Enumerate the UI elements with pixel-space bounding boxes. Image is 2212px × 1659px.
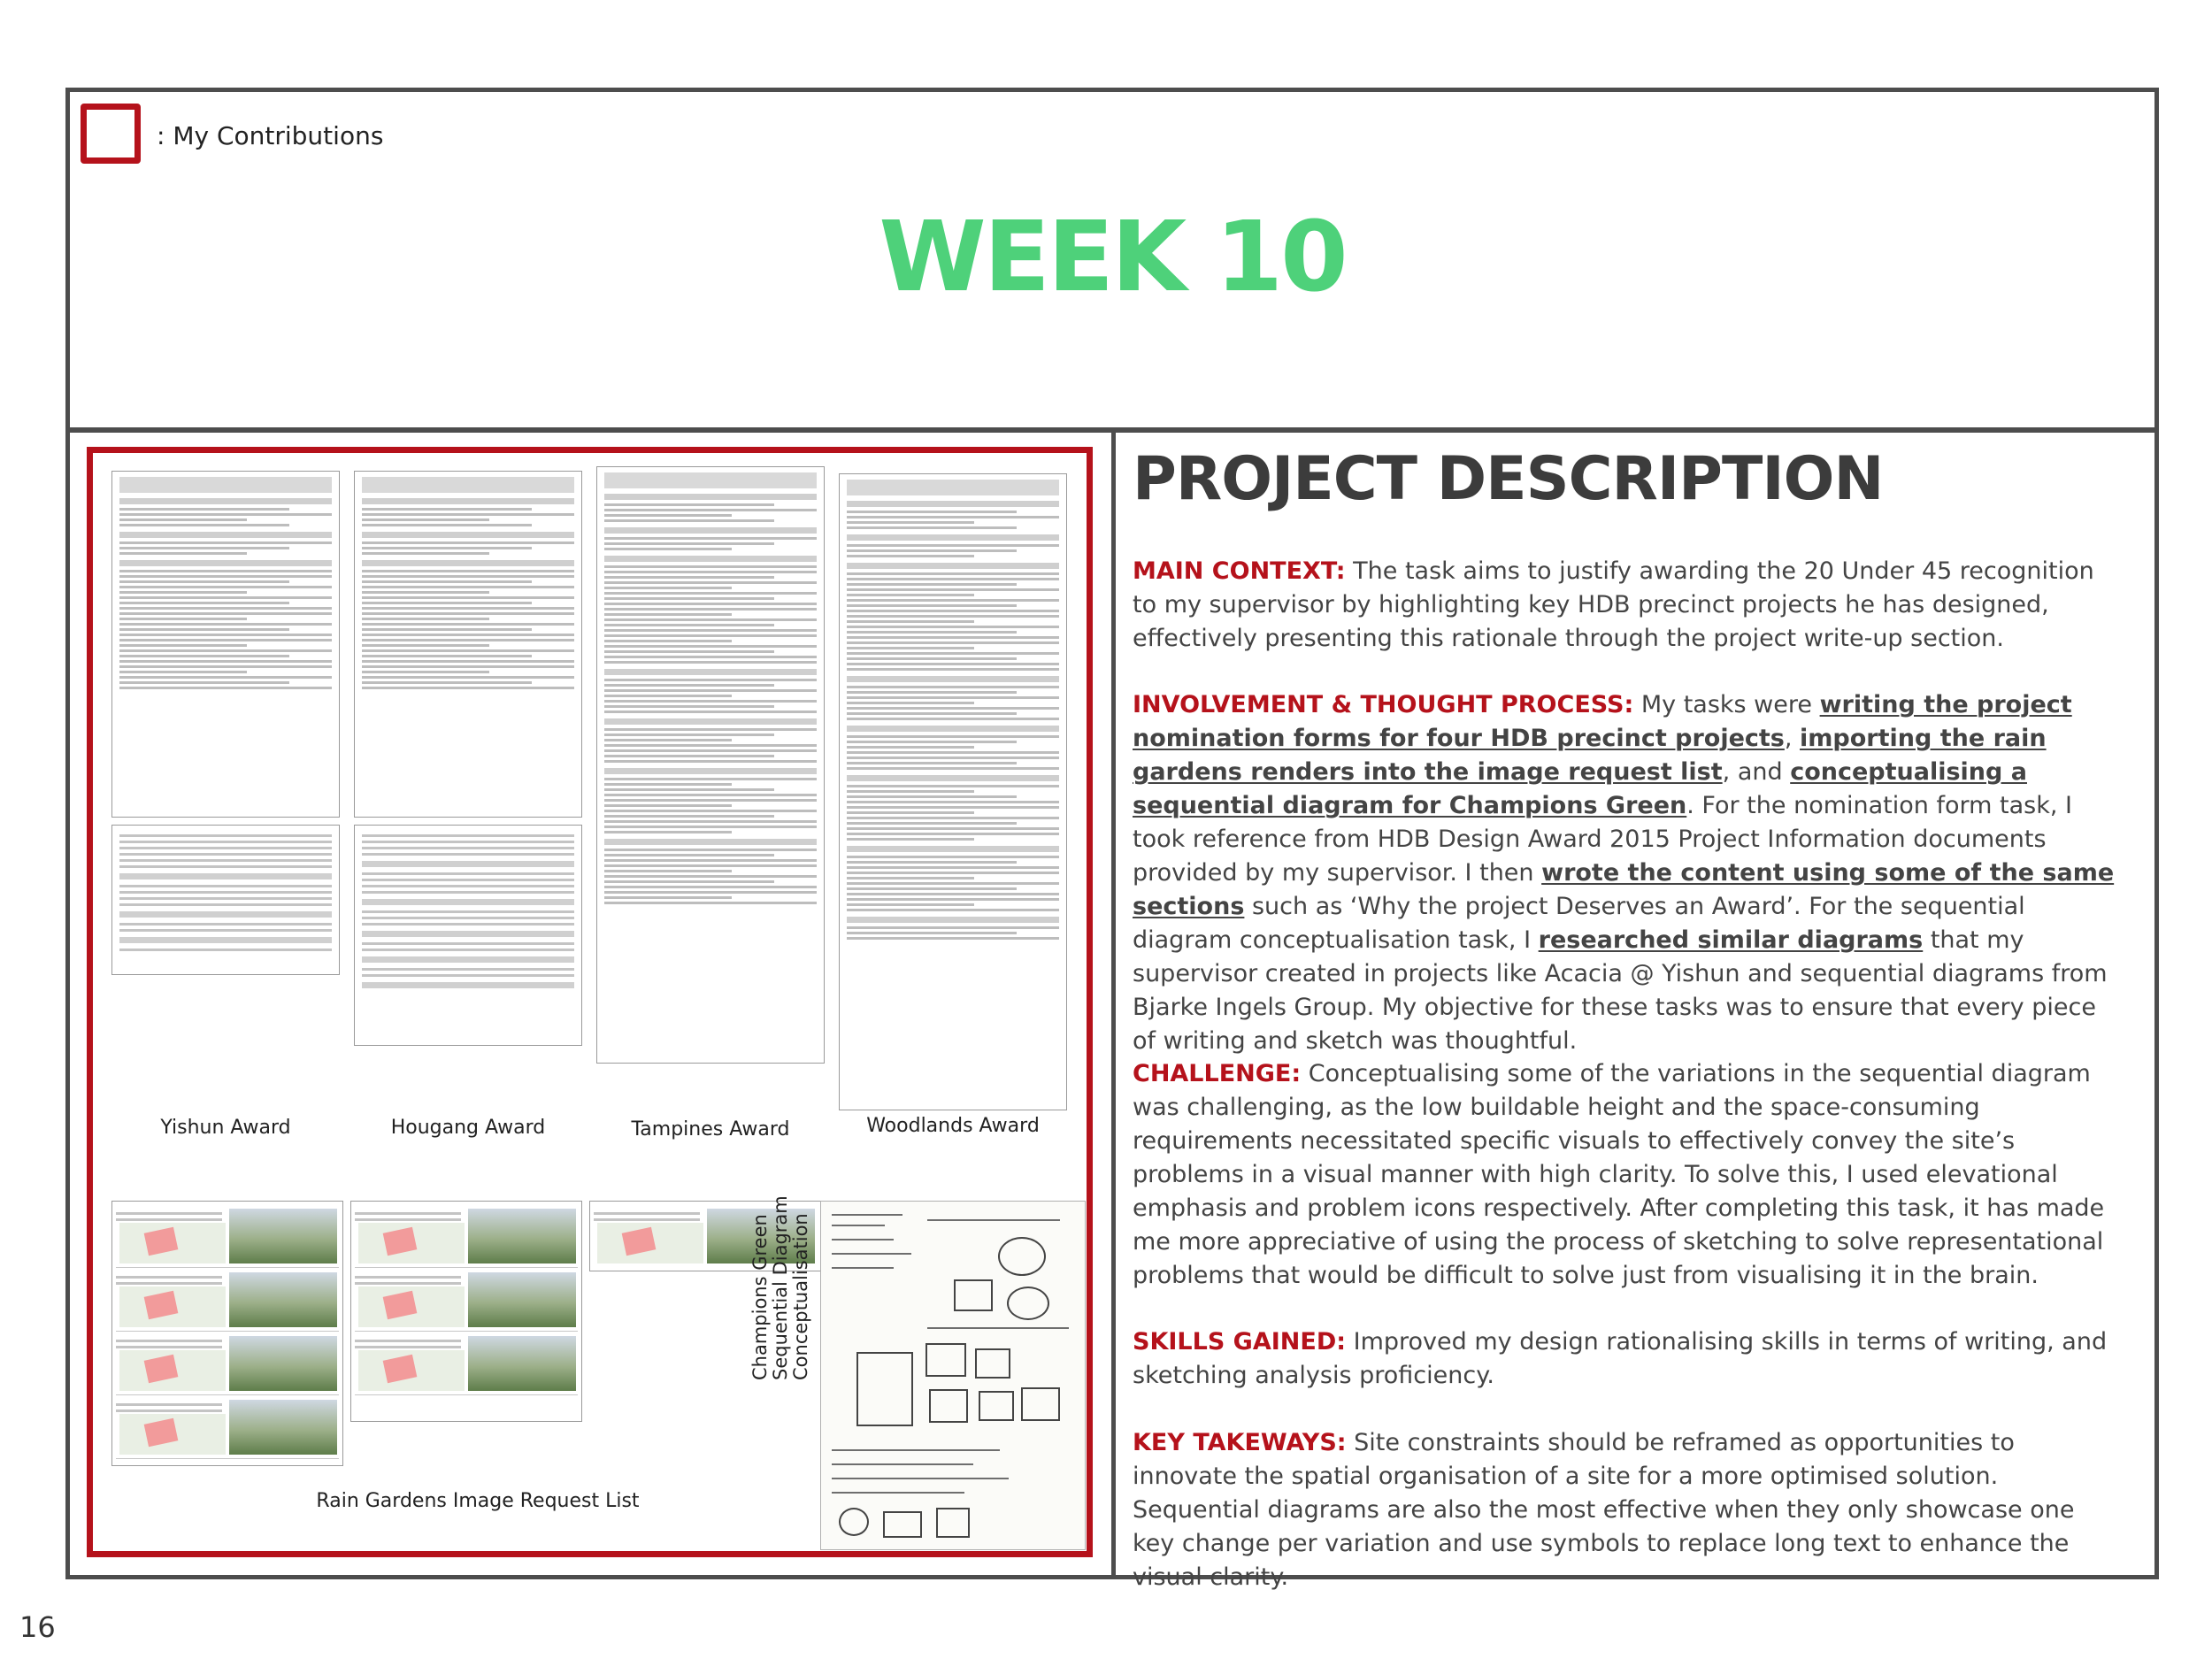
award-label-hougang: Hougang Award bbox=[390, 1117, 546, 1139]
sequential-label-line-1: Champions Green bbox=[749, 1214, 771, 1380]
nomination-form-yishun-page-2 bbox=[111, 825, 340, 975]
main-context-paragraph bbox=[1133, 555, 2124, 656]
skills-label: SKILLS GAINED: bbox=[1133, 1328, 1347, 1356]
image-request-page-1 bbox=[111, 1201, 343, 1466]
involvement-text-4: . For the nomination form task, I took reference from HDB Design Award 2015 Project Information documents provided by my supervisor. I then bbox=[1133, 792, 2072, 887]
sequential-label-line-3: Conceptualisation bbox=[790, 1213, 811, 1380]
nomination-form-tampines bbox=[596, 466, 825, 1064]
award-label-yishun: Yishun Award bbox=[160, 1117, 291, 1139]
challenge-paragraph bbox=[1133, 1057, 2124, 1293]
project-description-title: PROJECT DESCRIPTION bbox=[1133, 444, 1884, 514]
involvement-highlight-1: writing the project nomination forms for four HDB precinct projects bbox=[1133, 691, 2072, 752]
award-label-tampines: Tampines Award bbox=[631, 1118, 790, 1141]
image-request-page-2 bbox=[350, 1201, 582, 1422]
involvement-highlight-5: researched similar diagrams bbox=[1538, 926, 1924, 954]
involvement-highlight-3: conceptualising a sequential diagram for Champions Green bbox=[1133, 758, 2027, 819]
challenge-label: CHALLENGE: bbox=[1133, 1060, 1302, 1087]
page-number: 16 bbox=[19, 1610, 56, 1644]
takeaways-paragraph bbox=[1133, 1426, 2124, 1594]
involvement-text-1: My tasks were bbox=[1633, 691, 1820, 718]
week-title: WEEK 10 bbox=[879, 200, 1346, 313]
nomination-form-woodlands bbox=[839, 473, 1067, 1110]
involvement-text-5: such as ‘Why the project Deserves an Award’. For the sequential diagram conceptualisation task, I bbox=[1133, 893, 2025, 954]
takeaways-text: Site constraints should be reframed as opportunities to innovate the spatial organisation of a site for a more optimised solution. Sequential diagrams are also the most effective when they only showcase one key change per variation and use symbols to replace long text to enhance the visual clarity. bbox=[1133, 1429, 2075, 1591]
involvement-label: INVOLVEMENT & THOUGHT PROCESS: bbox=[1133, 691, 1634, 718]
main-context-text: The task aims to justify awarding the 20 Under 45 recognition to my supervisor by highlighting key HDB precinct projects he has designed, effectively presenting this rationale through the project write-up section. bbox=[1133, 557, 2094, 652]
sequential-label-line-2: Sequential Diagram bbox=[770, 1195, 791, 1380]
takeaways-label: KEY TAKEWAYS: bbox=[1133, 1429, 1347, 1456]
award-label-woodlands: Woodlands Award bbox=[866, 1115, 1040, 1137]
involvement-text-3: , and bbox=[1722, 758, 1791, 786]
involvement-paragraph bbox=[1133, 688, 2124, 1058]
skills-paragraph bbox=[1133, 1325, 2124, 1393]
contribution-legend-box bbox=[81, 104, 141, 164]
involvement-text-6: that my supervisor created in projects like Acacia @ Yishun and sequential diagrams from Bjarke Ingels Group. My objective for these tasks was to ensure that every piece of writing and sketch was thoughtful. bbox=[1133, 926, 2108, 1055]
main-context-label: MAIN CONTEXT: bbox=[1133, 557, 1346, 585]
involvement-highlight-4: wrote the content using some of the same sections bbox=[1133, 859, 2115, 920]
image-request-list-label: Rain Gardens Image Request List bbox=[316, 1490, 640, 1512]
skills-text: Improved my design rationalising skills in terms of writing, and sketching analysis proficiency. bbox=[1133, 1328, 2108, 1389]
sequential-diagram-sketch bbox=[820, 1201, 1086, 1550]
nomination-form-yishun bbox=[111, 471, 340, 818]
involvement-highlight-2: importing the rain gardens renders into the image request list bbox=[1133, 725, 2047, 786]
sequential-diagram-label bbox=[750, 1159, 811, 1380]
involvement-text-2: , bbox=[1784, 725, 1801, 752]
contribution-legend-label: : My Contributions bbox=[157, 121, 384, 150]
nomination-form-hougang-page-2 bbox=[354, 825, 582, 1046]
nomination-form-hougang bbox=[354, 471, 582, 818]
challenge-text: Conceptualising some of the variations in the sequential diagram was challenging, as the low buildable height and the space-consuming requirements necessitated specific visuals to effectively convey the site’s problems in a visual manner with high clarity. To solve this, I used elevational emphasis and problem icons respectively. After completing this task, it has made me more appreciative of using the process of sketching to solve representational problems that would be difficult to solve just from visualising it in the brain. bbox=[1133, 1060, 2105, 1289]
